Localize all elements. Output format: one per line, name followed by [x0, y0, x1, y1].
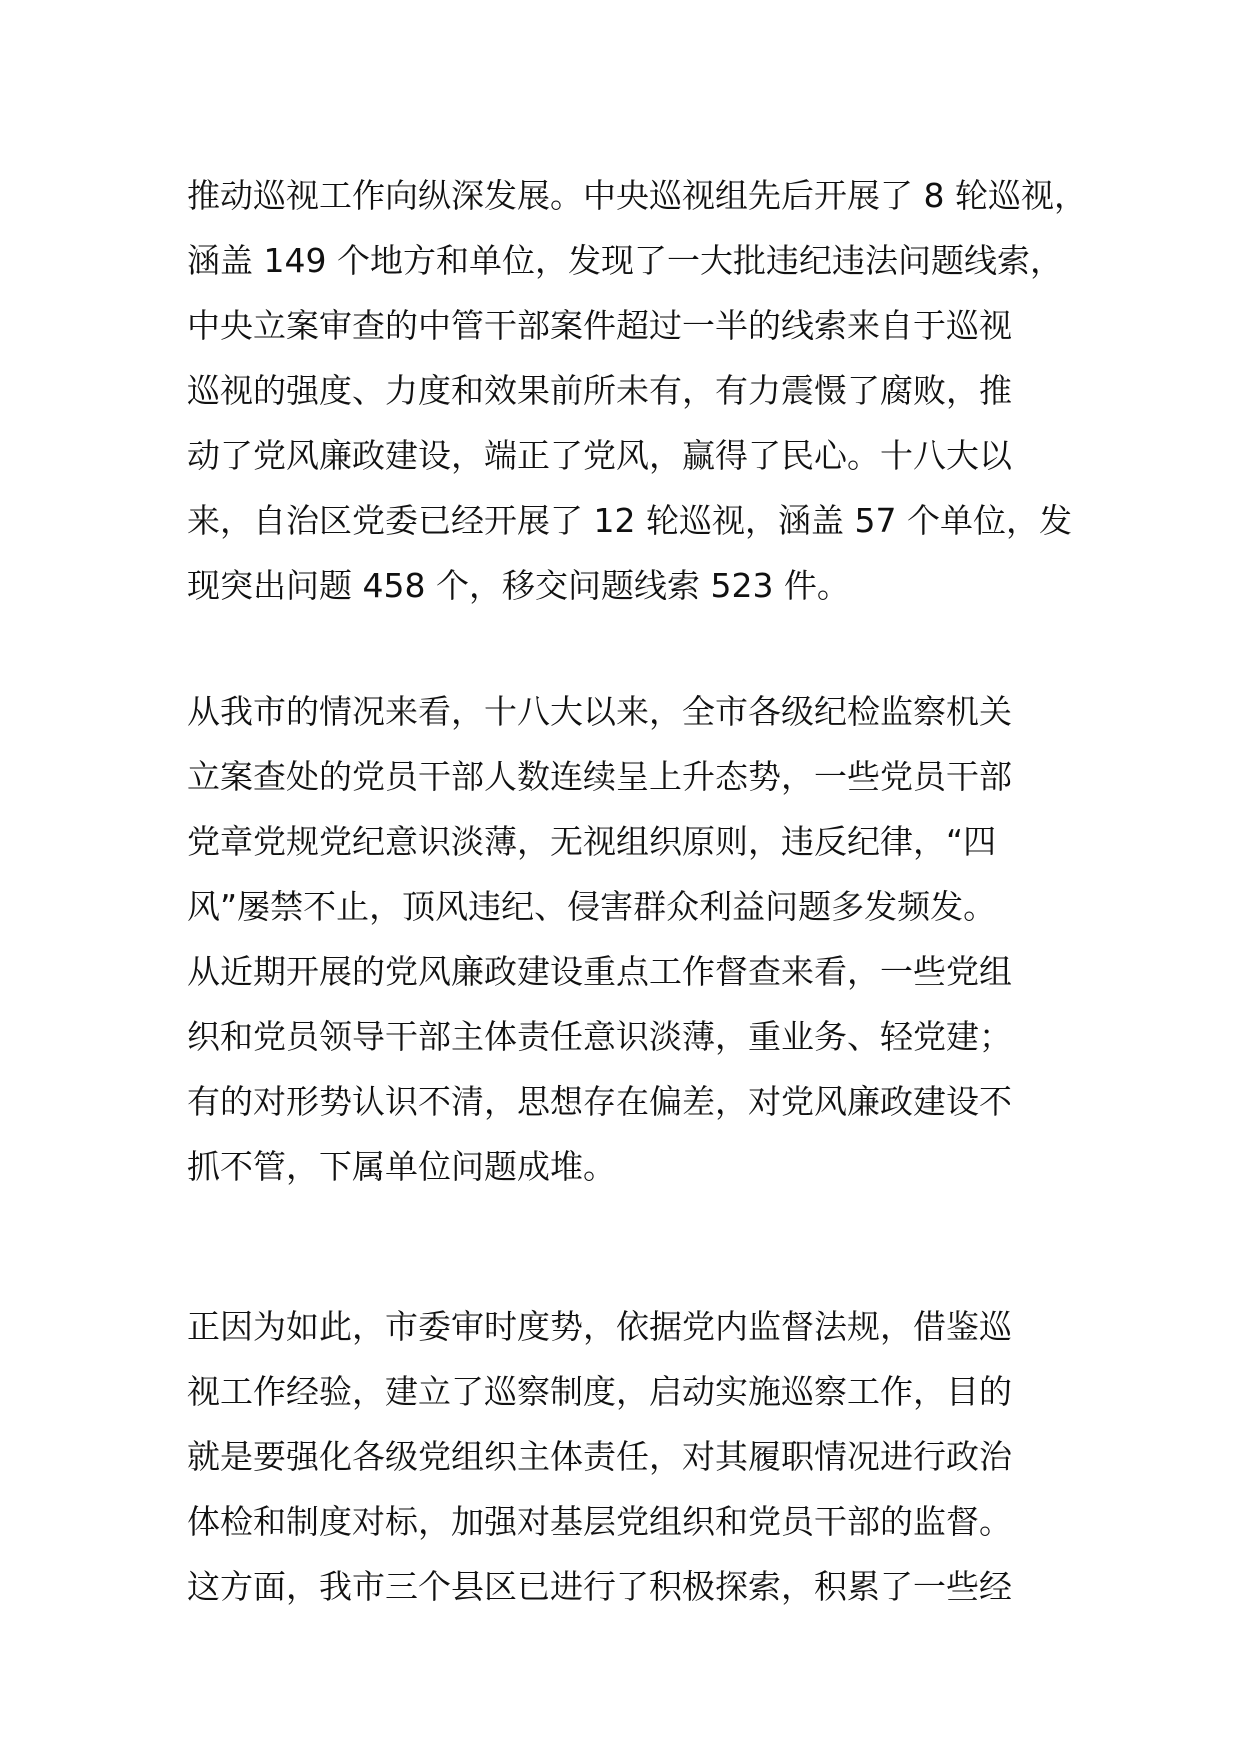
paragraph-line: 织和党员领导干部主体责任意识淡薄，重业务、轻党建；: [187, 1017, 1012, 1056]
paragraph-3: [187, 1294, 1067, 1619]
paragraph-1: [187, 163, 1087, 618]
paragraph-line: 抓不管，下属单位问题成堆。: [187, 1147, 616, 1186]
paragraph-line: 从我市的情况来看，十八大以来，全市各级纪检监察机关: [187, 692, 1012, 731]
paragraph-line: 现突出问题 458 个，移交问题线索 523 件。: [187, 566, 850, 605]
paragraph-line: 推动巡视工作向纵深发展。中央巡视组先后开展了 8 轮巡视，: [187, 176, 1087, 215]
paragraph-line: 有的对形势认识不清，思想存在偏差，对党风廉政建设不: [187, 1082, 1012, 1121]
paragraph-line: 动了党风廉政建设，端正了党风，赢得了民心。十八大以: [187, 436, 1012, 475]
paragraph-line: 来，自治区党委已经开展了 12 轮巡视，涵盖 57 个单位，发: [187, 501, 1072, 540]
paragraph-line: 涵盖 149 个地方和单位，发现了一大批违纪违法问题线索，: [187, 241, 1063, 280]
paragraph-line: 风”屡禁不止，顶风违纪、侵害群众利益问题多发频发。: [187, 887, 997, 926]
paragraph-line: 这方面，我市三个县区已进行了积极探索，积累了一些经: [187, 1567, 1012, 1606]
paragraph-line: 巡视的强度、力度和效果前所未有，有力震慑了腐败，推: [187, 371, 1012, 410]
paragraph-line: 体检和制度对标，加强对基层党组织和党员干部的监督。: [187, 1502, 1012, 1541]
paragraph-line: 就是要强化各级党组织主体责任，对其履职情况进行政治: [187, 1437, 1012, 1476]
paragraph-line: 党章党规党纪意识淡薄，无视组织原则，违反纪律，“四: [187, 822, 997, 861]
paragraph-line: 从近期开展的党风廉政建设重点工作督查来看，一些党组: [187, 952, 1012, 991]
paragraph-line: 视工作经验，建立了巡察制度，启动实施巡察工作，目的: [187, 1372, 1012, 1411]
paragraph-line: 正因为如此，市委审时度势，依据党内监督法规，借鉴巡: [187, 1307, 1012, 1346]
paragraph-2: [187, 679, 1067, 1199]
paragraph-line: 立案查处的党员干部人数连续呈上升态势，一些党员干部: [187, 757, 1012, 796]
paragraph-line: 中央立案审查的中管干部案件超过一半的线索来自于巡视: [187, 306, 1012, 345]
